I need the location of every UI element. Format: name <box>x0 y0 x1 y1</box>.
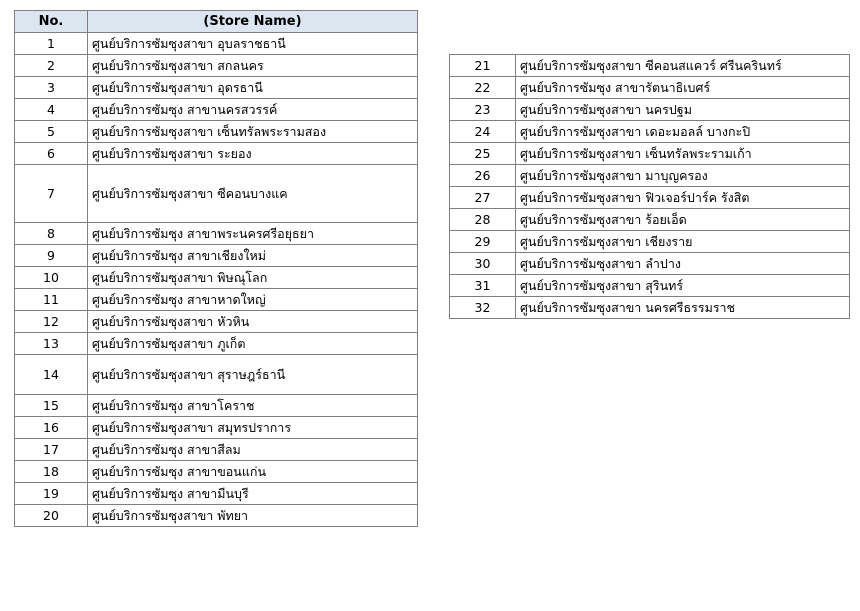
table-row <box>450 99 850 121</box>
table-row <box>15 55 418 77</box>
row-number: 3 <box>15 77 88 99</box>
store-name: ศูนย์บริการซัมซุงสาขา พัทยา <box>88 505 418 527</box>
store-name: ศูนย์บริการซัมซุงสาขา พิษณุโลก <box>88 267 418 289</box>
store-name: ศูนย์บริการซัมซุง สาขาเชียงใหม่ <box>88 245 418 267</box>
table-row <box>15 267 418 289</box>
row-number: 15 <box>15 395 88 417</box>
table-row <box>450 275 850 297</box>
row-number: 30 <box>450 253 516 275</box>
store-name: ศูนย์บริการซัมซุงสาขา นครปฐม <box>516 99 850 121</box>
table-row <box>450 187 850 209</box>
table-row <box>450 231 850 253</box>
store-name: ศูนย์บริการซัมซุง สาขาหาดใหญ่ <box>88 289 418 311</box>
store-name: ศูนย์บริการซัมซุงสาขา ลำปาง <box>516 253 850 275</box>
row-number: 32 <box>450 297 516 319</box>
store-name: ศูนย์บริการซัมซุงสาขา ซีคอนบางแค <box>88 165 418 223</box>
table-header-row <box>15 11 418 33</box>
row-number: 23 <box>450 99 516 121</box>
row-number: 8 <box>15 223 88 245</box>
table-row <box>450 253 850 275</box>
store-name: ศูนย์บริการซัมซุงสาขา ภูเก็ต <box>88 333 418 355</box>
table-row <box>15 483 418 505</box>
row-number: 14 <box>15 355 88 395</box>
row-number: 9 <box>15 245 88 267</box>
table-row <box>15 77 418 99</box>
row-number: 1 <box>15 33 88 55</box>
row-number: 24 <box>450 121 516 143</box>
table-row <box>15 223 418 245</box>
store-table-left <box>14 10 418 527</box>
store-name: ศูนย์บริการซัมซุง สาขาพระนครศรีอยุธยา <box>88 223 418 245</box>
column-header-store-name: (Store Name) <box>88 11 418 33</box>
table-row <box>450 143 850 165</box>
row-number: 28 <box>450 209 516 231</box>
store-name: ศูนย์บริการซัมซุงสาขา อุดรธานี <box>88 77 418 99</box>
table-row <box>450 77 850 99</box>
row-number: 26 <box>450 165 516 187</box>
table-row <box>15 143 418 165</box>
row-number: 13 <box>15 333 88 355</box>
table-row <box>15 439 418 461</box>
store-name: ศูนย์บริการซัมซุง สาขาสีลม <box>88 439 418 461</box>
row-number: 29 <box>450 231 516 253</box>
store-name: ศูนย์บริการซัมซุงสาขา ซีคอนสแควร์ ศรีนครินทร์ <box>516 55 850 77</box>
table-row <box>450 209 850 231</box>
store-name: ศูนย์บริการซัมซุงสาขา สกลนคร <box>88 55 418 77</box>
store-name: ศูนย์บริการซัมซุงสาขา สุรินทร์ <box>516 275 850 297</box>
store-name: ศูนย์บริการซัมซุง สาขามีนบุรี <box>88 483 418 505</box>
table-row <box>15 121 418 143</box>
table-row <box>450 55 850 77</box>
table-row <box>15 461 418 483</box>
row-number: 2 <box>15 55 88 77</box>
table-row <box>450 297 850 319</box>
store-name: ศูนย์บริการซัมซุง สาขาโคราช <box>88 395 418 417</box>
row-number: 17 <box>15 439 88 461</box>
table-row <box>15 245 418 267</box>
store-name: ศูนย์บริการซัมซุงสาขา สุราษฎร์ธานี <box>88 355 418 395</box>
row-number: 22 <box>450 77 516 99</box>
row-number: 16 <box>15 417 88 439</box>
store-name: ศูนย์บริการซัมซุงสาขา เชียงราย <box>516 231 850 253</box>
store-name: ศูนย์บริการซัมซุงสาขา ระยอง <box>88 143 418 165</box>
row-number: 7 <box>15 165 88 223</box>
row-number: 4 <box>15 99 88 121</box>
row-number: 31 <box>450 275 516 297</box>
row-number: 27 <box>450 187 516 209</box>
table-row <box>15 289 418 311</box>
store-table-right <box>449 54 850 319</box>
table-row <box>450 121 850 143</box>
store-name: ศูนย์บริการซัมซุงสาขา เดอะมอลล์ บางกะปิ <box>516 121 850 143</box>
row-number: 5 <box>15 121 88 143</box>
store-name: ศูนย์บริการซัมซุงสาขา นครศรีธรรมราช <box>516 297 850 319</box>
store-name: ศูนย์บริการซัมซุงสาขา เซ็นทรัลพระรามเก้า <box>516 143 850 165</box>
table-row <box>15 99 418 121</box>
table-row <box>15 165 418 223</box>
row-number: 21 <box>450 55 516 77</box>
row-number: 19 <box>15 483 88 505</box>
table-row <box>15 395 418 417</box>
store-name: ศูนย์บริการซัมซุงสาขา ร้อยเอ็ด <box>516 209 850 231</box>
store-name: ศูนย์บริการซัมซุงสาขา สมุทรปราการ <box>88 417 418 439</box>
store-name: ศูนย์บริการซัมซุงสาขา มาบุญครอง <box>516 165 850 187</box>
table-row <box>15 417 418 439</box>
row-number: 20 <box>15 505 88 527</box>
row-number: 10 <box>15 267 88 289</box>
table-row <box>15 333 418 355</box>
store-name: ศูนย์บริการซัมซุงสาขา เซ็นทรัลพระรามสอง <box>88 121 418 143</box>
row-number: 12 <box>15 311 88 333</box>
table-row <box>15 355 418 395</box>
row-number: 11 <box>15 289 88 311</box>
row-number: 18 <box>15 461 88 483</box>
row-number: 25 <box>450 143 516 165</box>
table-row <box>450 165 850 187</box>
store-name: ศูนย์บริการซัมซุง สาขานครสวรรค์ <box>88 99 418 121</box>
column-header-no: No. <box>15 11 88 33</box>
table-row <box>15 505 418 527</box>
store-name: ศูนย์บริการซัมซุง สาขาขอนแก่น <box>88 461 418 483</box>
store-name: ศูนย์บริการซัมซุงสาขา อุบลราชธานี <box>88 33 418 55</box>
store-name: ศูนย์บริการซัมซุงสาขา ฟิวเจอร์ปาร์ค รังสิต <box>516 187 850 209</box>
store-name: ศูนย์บริการซัมซุงสาขา หัวหิน <box>88 311 418 333</box>
table-row <box>15 311 418 333</box>
store-name: ศูนย์บริการซัมซุง สาขารัตนาธิเบศร์ <box>516 77 850 99</box>
row-number: 6 <box>15 143 88 165</box>
table-row <box>15 33 418 55</box>
